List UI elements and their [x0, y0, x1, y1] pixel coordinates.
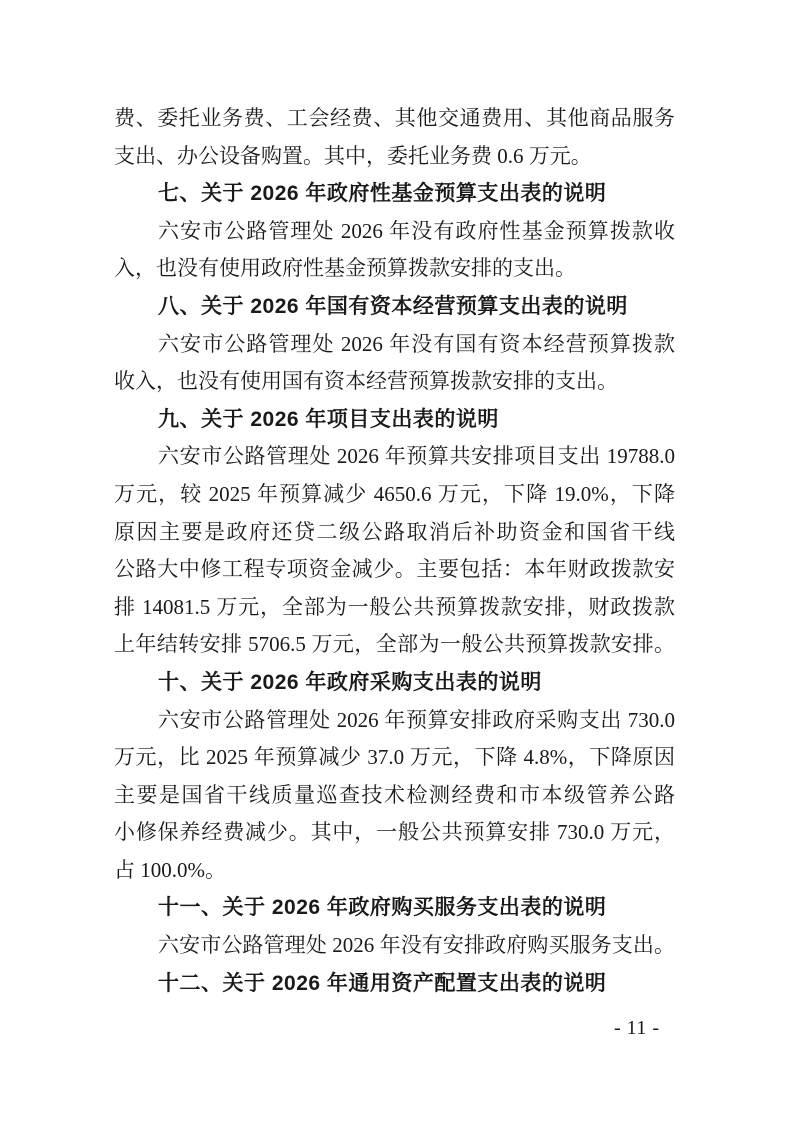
body-line: 小修保养经费减少。其中，一般公共预算安排 730.0 万元， — [114, 820, 675, 845]
section-heading: 十二、关于 2026 年通用资产配置支出表的说明 — [158, 971, 607, 995]
body-line: 六安市公路管理处 2026 年没有安排政府购买服务支出。 — [158, 933, 675, 958]
body-line: 原因主要是政府还贷二级公路取消后补助资金和国省干线 — [114, 519, 675, 544]
body-line: 排 14081.5 万元，全部为一般公共预算拨款安排，财政拨款 — [114, 594, 675, 619]
body-line: 万元，比 2025 年预算减少 37.0 万元，下降 4.8%，下降原因 — [114, 745, 675, 770]
section-heading: 十、关于 2026 年政府采购支出表的说明 — [158, 670, 542, 694]
body-line: 占 100.0%。 — [114, 857, 226, 882]
body-line: 主要是国省干线质量巡查技术检测经费和市本级管养公路 — [114, 782, 675, 807]
body-line: 六安市公路管理处 2026 年没有国有资本经营预算拨款 — [158, 331, 675, 356]
body-line: 入，也没有使用政府性基金预算拨款安排的支出。 — [114, 256, 576, 281]
document-text-block — [114, 100, 675, 1002]
body-line: 六安市公路管理处 2026 年没有政府性基金预算拨款收 — [158, 218, 675, 243]
section-heading: 九、关于 2026 年项目支出表的说明 — [158, 407, 499, 431]
body-line: 支出、办公设备购置。其中，委托业务费 0.6 万元。 — [114, 143, 592, 168]
body-line: 上年结转安排 5706.5 万元，全部为一般公共预算拨款安排。 — [114, 632, 675, 657]
page-number: - 11 - — [614, 1017, 660, 1039]
section-heading: 八、关于 2026 年国有资本经营预算支出表的说明 — [158, 294, 628, 318]
section-heading: 十一、关于 2026 年政府购买服务支出表的说明 — [158, 896, 607, 920]
body-line: 公路大中修工程专项资金减少。主要包括：本年财政拨款安 — [114, 557, 675, 582]
body-line: 六安市公路管理处 2026 年预算安排政府采购支出 730.0 — [158, 707, 675, 732]
body-line: 万元，较 2025 年预算减少 4650.6 万元，下降 19.0%，下降 — [114, 481, 675, 506]
body-line: 收入，也没有使用国有资本经营预算拨款安排的支出。 — [114, 369, 618, 394]
body-line: 六安市公路管理处 2026 年预算共安排项目支出 19788.0 — [158, 444, 675, 469]
body-line: 费、委托业务费、工会经费、其他交通费用、其他商品服务 — [114, 106, 675, 130]
section-heading: 七、关于 2026 年政府性基金预算支出表的说明 — [158, 182, 607, 206]
